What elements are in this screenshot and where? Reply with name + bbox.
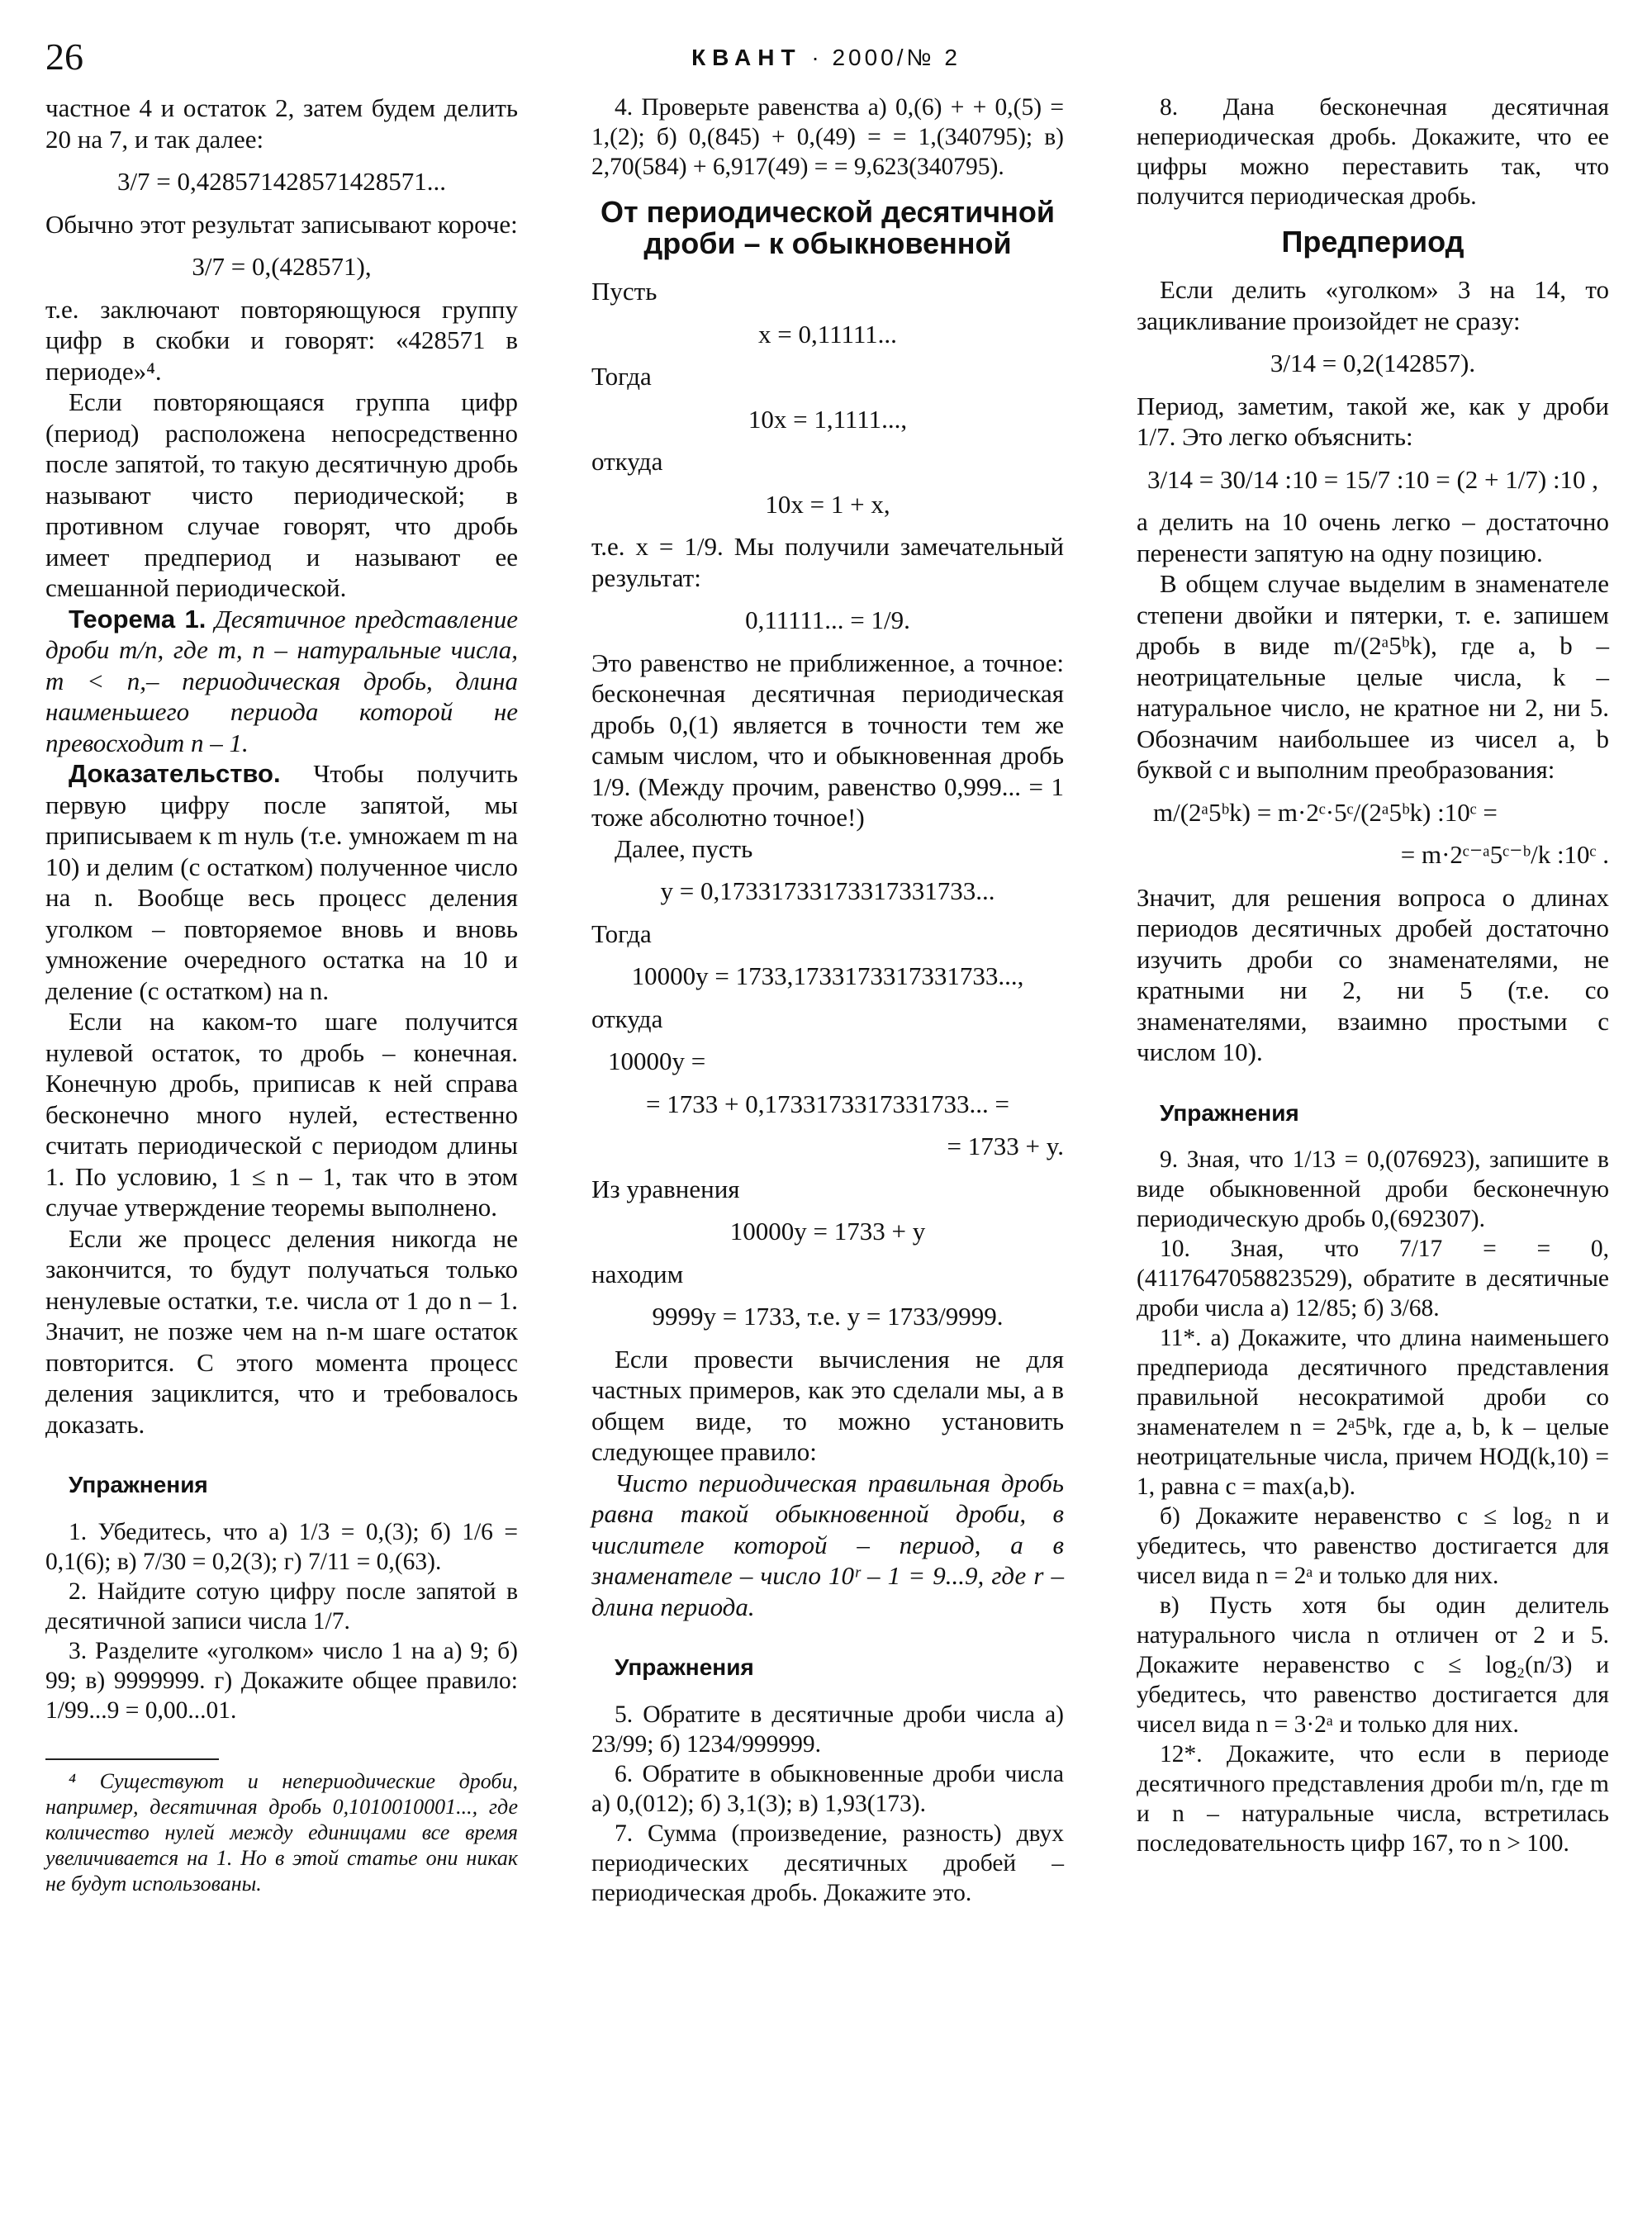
exercise: 6. Обратите в обыкновенные дроби числа а) 0,(012); б) 3,1(3); в) 1,93(173). bbox=[591, 1760, 1064, 1817]
equation: x = 0,11111... bbox=[758, 319, 897, 349]
paragraph: Это равенство не приближенное, а точное: бесконечная десятичная периодическая дробь 0,(1) является в точности тем же самым числом, что и обыкновенная дробь 1/9. (Между прочим, равенство 0,999... = 1 тоже абсолютно точное!) bbox=[591, 648, 1064, 832]
exercise: 5. Обратите в десятичные дроби числа а) 23/99; б) 1234/999999. bbox=[591, 1701, 1064, 1758]
exercise: 8. Дана бесконечная десятичная непериодическая дробь. Докажите, что ее цифры можно переставить так, что получится периодическая дробь. bbox=[1137, 94, 1609, 210]
equation: 0,11111... = 1/9. bbox=[745, 605, 910, 634]
equation: 3/7 = 0,(428571), bbox=[192, 252, 372, 281]
equation: = 1733 + 0,1733173317331733... = bbox=[646, 1089, 1009, 1118]
exercise: 3. Разделите «уголком» число 1 на а) 9; б) 99; в) 9999999. г) Докажите общее правило: 1/99...9 = 0,00...01. bbox=[45, 1637, 518, 1724]
paragraph: Обычно этот результат записывают короче: bbox=[45, 209, 518, 239]
section-title: Предпериод bbox=[1281, 225, 1464, 259]
text-word: Пусть bbox=[591, 277, 657, 306]
proof-label: Доказательство. bbox=[69, 759, 281, 788]
equation: 10000y = 1733 + y bbox=[729, 1217, 926, 1246]
paragraph: Период, заметим, такой же, как у дроби 1/7. Это легко объяснить: bbox=[1137, 391, 1609, 451]
page-number: 26 bbox=[45, 36, 83, 78]
paragraph: Значит, для решения вопроса о длинах периодов десятичных дробей достаточно изучить дроби со знаменателями, не кратными ни 2, ни 5 (т.е. со знаменателями, взаимно простыми с числом 10). bbox=[1137, 882, 1609, 1066]
rule-text: Чисто периодическая правильная дробь равна такой обыкновенной дроби, в числителе которой – период, а в знаменателе – число 10ʳ – 1 = 9...9, где r – длина периода. bbox=[591, 1468, 1064, 1621]
footnote-rule bbox=[45, 1758, 219, 1760]
equation: 10x = 1 + x, bbox=[765, 489, 890, 519]
paragraph: т.е. x = 1/9. Мы получили замечательный результат: bbox=[591, 532, 1064, 592]
paragraph: Если провести вычисления не для частных примеров, как это сделали мы, а в общем виде, то можно установить следующее правило: bbox=[591, 1344, 1064, 1466]
exercise: б) Докажите неравенство c ≤ log₂ n и убедитесь, что равенство достигается для чисел вида n = 2ᵃ и только для них. bbox=[1137, 1503, 1609, 1589]
equation: 3/7 = 0,428571428571428571... bbox=[116, 167, 447, 196]
section-title: От периодической десятичной дроби – к обыкновенной bbox=[600, 195, 1056, 260]
equation: 9999y = 1733, т.е. y = 1733/9999. bbox=[652, 1302, 1004, 1331]
proof-text: Чтобы получить первую цифру после запятой, мы приписываем к m нуль (т.е. умножаем m на 10) и делим (с остатком) полученное число на n. Вообще весь процесс деления уголком – повторяемое вновь и вновь умножение очередного остатка на 10 и деление (с остатком) на n. bbox=[45, 759, 519, 1005]
exercise: 11*. а) Докажите, что длина наименьшего предпериода десятичного представления правильной несократимой дроби со знаменателем n = 2ᵃ5ᵇk, где a, b, k – целые неотрицательные числа, причем НОД(k,10) = 1, равна c = max(a,b). bbox=[1137, 1325, 1609, 1500]
paragraph: Если же процесс деления никогда не закончится, то будут получаться только ненулевые остатки, т.е. числа от 1 до n – 1. Значит, не позже чем на n-м шаге остаток повторится. С этого момента процесс деления зациклится, что и требовалось доказать. bbox=[45, 1223, 518, 1439]
column-2 bbox=[591, 93, 1064, 1908]
equation: 10x = 1,1111..., bbox=[748, 404, 908, 434]
exercise: 4. Проверьте равенства а) 0,(6) + + 0,(5) = 1,(2); б) 0,(845) + 0,(49) = = 1,(340795); в) 2,70(584) + 6,917(49) = = 9,623(340795). bbox=[591, 94, 1064, 180]
text-word: Тогда bbox=[591, 362, 652, 391]
paragraph: т.е. заключают повторяющуюся группу цифр в скобки и говорят: «428571 в периоде»⁴. bbox=[45, 294, 518, 386]
journal-name: КВАНТ bbox=[691, 45, 802, 70]
equation: m/(2ᵃ5ᵇk) = m·2ᶜ·5ᶜ/(2ᵃ5ᵇk) :10ᶜ = bbox=[1153, 797, 1498, 827]
paragraph: частное 4 и остаток 2, затем будем делить 20 на 7, и так далее: bbox=[45, 93, 518, 154]
footnote: ⁴ Существуют и непериодические дроби, например, десятичная дробь 0,1010010001..., где количество нулей между единицами все время увеличивается на 1. Но в этой статье они никак не будут использованы. bbox=[45, 1768, 518, 1896]
exercise: 9. Зная, что 1/13 = 0,(076923), запишите в виде обыкновенной дроби бесконечную периодическую дробь 0,(692307). bbox=[1137, 1146, 1609, 1232]
issue-label: · 2000/№ 2 bbox=[811, 45, 961, 70]
equation: 3/14 = 0,2(142857). bbox=[1270, 349, 1476, 377]
equation: = m·2ᶜ⁻ᵃ5ᶜ⁻ᵇ/k :10ᶜ . bbox=[1400, 840, 1609, 869]
theorem-text: Десятичное представление дроби m/n, где m, n – натуральные числа, m < n,– периодическая дробь, длина наименьшего периода которой не превосходит n – 1. bbox=[45, 604, 518, 757]
equation: 10000y = bbox=[608, 1046, 706, 1075]
paragraph: В общем случае выделим в знаменателе степени двойки и пятерки, т. е. запишем дробь в виде m/(2ᵃ5ᵇk), где a, b – неотрицательные целые числа, k – натуральное число, не кратное ни 2, ни 5. Обозначим наибольшее из чисел a, b буквой c и выполним преобразования: bbox=[1137, 569, 1609, 784]
equation: = 1733 + y. bbox=[947, 1132, 1064, 1160]
exercises-heading: Упражнения bbox=[69, 1472, 208, 1497]
paragraph: а делить на 10 очень легко – достаточно перенести запятую на одну позицию. bbox=[1137, 507, 1609, 567]
exercises-heading: Упражнения bbox=[615, 1654, 754, 1680]
paragraph: Если делить «уголком» 3 на 14, то зацикливание произойдет не сразу: bbox=[1137, 275, 1609, 335]
column-3 bbox=[1137, 93, 1609, 1858]
exercise: в) Пусть хотя бы один делитель натурального числа n отличен от 2 и 5. Докажите неравенство c ≤ log₂(n/3) и убедитесь, что равенство достигается для чисел вида n = 3·2ᵃ и только для них. bbox=[1137, 1592, 1609, 1738]
equation: y = 0,17331733173317331733... bbox=[660, 876, 995, 905]
paragraph: Если на каком-то шаге получится нулевой остаток, то дробь – конечная. Конечную дробь, приписав к ней справа бесконечно много нулей, естественно считать периодической с периодом длины 1. По условию, 1 ≤ n – 1, так что в этом случае утверждение теоремы выполнено. bbox=[45, 1007, 518, 1222]
text-word: Из уравнения bbox=[591, 1174, 740, 1203]
equation: 3/14 = 30/14 :10 = 15/7 :10 = (2 + 1/7) :10 , bbox=[1146, 464, 1599, 494]
text-word: находим bbox=[591, 1259, 684, 1288]
running-title bbox=[45, 45, 1607, 71]
exercise: 1. Убедитесь, что а) 1/3 = 0,(3); б) 1/6 = 0,1(6); в) 7/30 = 0,2(3); г) 7/11 = 0,(63). bbox=[45, 1518, 518, 1575]
text-word: Далее, пусть bbox=[615, 833, 753, 863]
equation: 10000y = 1733,1733173317331733..., bbox=[631, 961, 1024, 990]
exercise: 12*. Докажите, что если в периоде десятичного представления дроби m/n, где m и n – натуральные числа, встретилась последовательность цифр 167, то n > 100. bbox=[1137, 1741, 1609, 1857]
exercise: 10. Зная, что 7/17 = = 0,(4117647058823529), обратите в десятичные дроби числа а) 12/85; б) 3/68. bbox=[1137, 1236, 1609, 1322]
paragraph: Если повторяющаяся группа цифр (период) расположена непосредственно после запятой, то такую десятичную дробь называют чисто периодической; в противном случае говорят, что дробь имеет предпериод и называют ее смешанной периодической. bbox=[45, 387, 518, 602]
theorem-label: Теорема 1. bbox=[69, 604, 206, 633]
text-word: откуда bbox=[591, 447, 663, 476]
theorem bbox=[45, 604, 518, 759]
text-word: Тогда bbox=[591, 918, 652, 948]
exercise: 2. Найдите сотую цифру после запятой в десятичной записи числа 1/7. bbox=[45, 1578, 518, 1635]
exercises-heading: Упражнения bbox=[1160, 1099, 1299, 1126]
rule-statement bbox=[591, 1468, 1064, 1623]
column-1 bbox=[45, 93, 518, 1896]
text-word: откуда bbox=[591, 1004, 663, 1033]
page-header bbox=[45, 35, 1607, 84]
exercise: 7. Сумма (произведение, разность) двух периодических десятичных дробей – периодическая дробь. Докажите это. bbox=[591, 1820, 1064, 1906]
proof bbox=[45, 758, 518, 1006]
